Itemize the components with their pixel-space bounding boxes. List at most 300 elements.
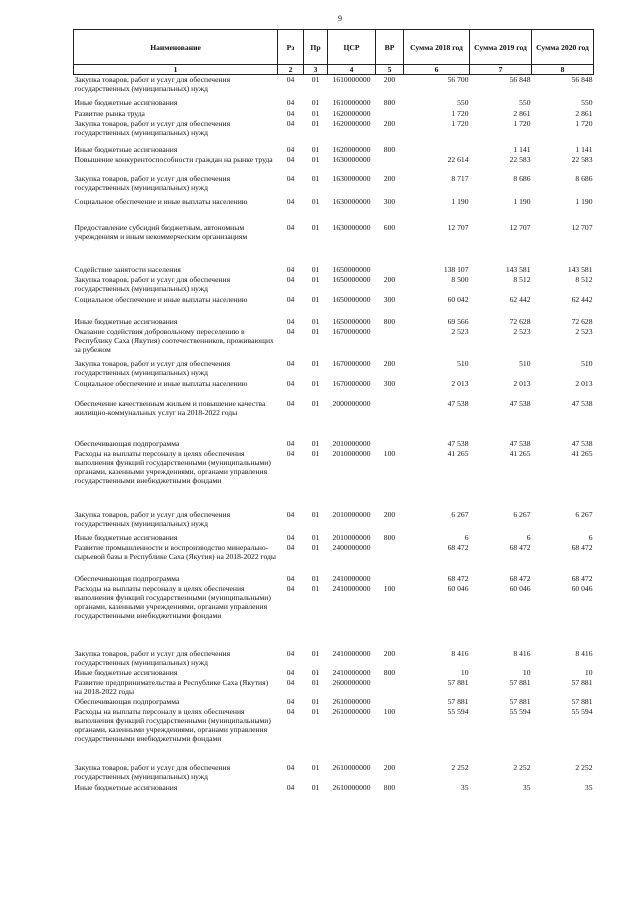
cell-y2019: 6 267 — [513, 509, 531, 519]
cell-pr: 01 — [311, 532, 320, 542]
cell-rz: 04 — [286, 583, 295, 593]
cell-pr: 01 — [311, 173, 320, 183]
cell-y2019: 68 472 — [509, 542, 531, 552]
cell-csr: 1630000000 — [332, 222, 371, 232]
cell-vr: 200 — [383, 648, 396, 658]
cell-vr — [376, 543, 404, 572]
cell-pr: 01 — [311, 326, 320, 336]
cell-csr: 1650000000 — [332, 294, 371, 304]
cell-y2018: 68 472 — [447, 542, 469, 552]
cell-y2019: 12 707 — [509, 222, 531, 232]
cell-name: Закупка товаров, работ и услуг для обеспечения государственных (муниципальных) нужд — [74, 358, 231, 377]
cell-name: Иные бюджетные ассигнования — [74, 316, 178, 326]
table-row — [74, 574, 594, 584]
table-row — [74, 379, 594, 399]
cell-vr: 800 — [383, 144, 396, 154]
cell-rz: 04 — [286, 196, 295, 206]
cell-csr: 1630000000 — [332, 196, 371, 206]
cell-pr: 01 — [311, 677, 320, 687]
cell-vr: 800 — [383, 782, 396, 792]
table-row — [74, 510, 594, 531]
cell-name: Расходы на выплаты персоналу в целях обеспечения выполнения функций государственными (муниципальными) органами, казенными учреждениями, органами управления государственными внебюджетными фондами — [74, 448, 271, 485]
table-row — [74, 697, 594, 707]
cell-pr: 01 — [311, 154, 320, 164]
cell-csr: 1670000000 — [332, 378, 371, 388]
cell-y2019: 1 720 — [513, 118, 531, 128]
cell-name: Закупка товаров, работ и услуг для обеспечения государственных (муниципальных) нужд — [74, 173, 231, 192]
cell-name: Иные бюджетные ассигнования — [74, 144, 178, 154]
cell-pr: 01 — [311, 542, 320, 552]
cell-rz: 04 — [286, 532, 295, 542]
cell-name: Предоставление субсидий бюджетным, автономным учреждениям и иным некоммерческим организациям — [74, 222, 248, 241]
cell-vr: 200 — [383, 173, 396, 183]
cell-y2018: 2 523 — [451, 326, 469, 336]
cell-name: Закупка товаров, работ и услуг для обеспечения государственных (муниципальных) нужд — [74, 509, 231, 528]
cell-vr: 300 — [383, 196, 396, 206]
cell-rz: 04 — [286, 762, 295, 772]
cell-y2018: 57 881 — [447, 677, 469, 687]
cell-rz: 04 — [286, 782, 295, 792]
table-row — [74, 119, 594, 138]
cell-y2019: 8 686 — [513, 173, 531, 183]
cell-pr: 01 — [311, 782, 320, 792]
cell-y2020: 60 046 — [571, 583, 593, 593]
cell-pr: 01 — [311, 358, 320, 368]
cell-rz: 04 — [286, 75, 295, 84]
cell-csr: 1620000000 — [332, 144, 371, 154]
cell-rz: 04 — [286, 696, 295, 706]
cell-rz: 04 — [286, 509, 295, 519]
cell-y2019: 550 — [519, 97, 531, 107]
cell-y2020: 510 — [581, 358, 593, 368]
table-row — [74, 75, 594, 95]
cell-rz: 04 — [286, 326, 295, 336]
cell-csr: 1650000000 — [332, 264, 371, 274]
cell-csr: 2010000000 — [332, 509, 371, 519]
cell-name: Социальное обеспечение и иные выплаты населению — [74, 196, 248, 206]
cell-y2020: 6 267 — [575, 509, 593, 519]
cell-vr — [376, 265, 404, 275]
cell-y2019: 6 — [526, 532, 531, 542]
cell-vr: 800 — [383, 97, 396, 107]
table-row — [74, 359, 594, 379]
cell-pr: 01 — [311, 294, 320, 304]
cell-rz: 04 — [286, 316, 295, 326]
cell-rz: 04 — [286, 667, 295, 677]
column-number: 7 — [470, 65, 532, 75]
cell-y2020: 47 538 — [571, 398, 593, 408]
cell-y2020: 1 720 — [575, 118, 593, 128]
cell-y2019: 60 046 — [509, 583, 531, 593]
cell-csr: 1670000000 — [332, 326, 371, 336]
table-row — [74, 295, 594, 317]
cell-name: Расходы на выплаты персоналу в целях обеспечения выполнения функций государственными (муниципальными) органами, казенными учреждениями, органами управления государственными внебюджетными фондами — [74, 583, 271, 620]
cell-name: Обеспечивающая подпрограмма — [74, 573, 180, 583]
cell-rz: 04 — [286, 97, 295, 107]
cell-vr: 200 — [383, 509, 396, 519]
cell-vr: 100 — [383, 706, 396, 716]
cell-csr: 2610000000 — [332, 762, 371, 772]
cell-name: Обеспечивающая подпрограмма — [74, 438, 180, 448]
cell-name: Иные бюджетные ассигнования — [74, 667, 178, 677]
cell-pr: 01 — [311, 762, 320, 772]
cell-y2018: 510 — [457, 358, 469, 368]
table-row — [74, 155, 594, 174]
cell-y2020: 2 252 — [575, 762, 593, 772]
table-row — [74, 584, 594, 649]
cell-rz: 04 — [286, 222, 295, 232]
cell-y2018: 55 594 — [447, 706, 469, 716]
cell-vr — [376, 109, 404, 119]
cell-y2019: 8 512 — [513, 274, 531, 284]
cell-name: Развитие промышленности и воспроизводство минерально-сырьевой базы в Республике Саха (Якутия) на 2018-2022 годы — [74, 542, 277, 561]
cell-vr — [376, 678, 404, 697]
column-number: 5 — [376, 65, 404, 75]
cell-name: Закупка товаров, работ и услуг для обеспечения государственных (муниципальных) нужд — [74, 118, 231, 137]
cell-y2020: 62 442 — [571, 294, 593, 304]
cell-pr: 01 — [311, 573, 320, 583]
cell-csr: 2410000000 — [332, 667, 371, 677]
cell-y2018: 47 538 — [447, 398, 469, 408]
cell-y2020: 56 848 — [571, 75, 593, 84]
cell-vr: 300 — [383, 378, 396, 388]
cell-csr: 2010000000 — [332, 448, 371, 458]
cell-pr: 01 — [311, 667, 320, 677]
table-header — [74, 30, 594, 75]
table-row — [74, 223, 594, 261]
cell-y2020: 57 881 — [571, 677, 593, 687]
cell-name: Развитие предпринимательства в Республике Саха (Якутия) на 2018-2022 годы — [74, 677, 269, 696]
cell-y2018: 60 046 — [447, 583, 469, 593]
cell-y2019: 47 538 — [509, 438, 531, 448]
cell-pr: 01 — [311, 648, 320, 658]
table-row — [74, 543, 594, 572]
cell-pr: 01 — [311, 583, 320, 593]
column-number: 2 — [278, 65, 304, 75]
cell-csr: 1670000000 — [332, 358, 371, 368]
cell-pr: 01 — [311, 706, 320, 716]
column-number: 4 — [328, 65, 376, 75]
cell-rz: 04 — [286, 264, 295, 274]
cell-y2020: 143 581 — [567, 264, 593, 274]
cell-y2020: 8 416 — [575, 648, 593, 658]
cell-rz: 04 — [286, 448, 295, 458]
cell-y2020: 12 707 — [571, 222, 593, 232]
cell-name: Закупка товаров, работ и услуг для обеспечения государственных (муниципальных) нужд — [74, 274, 231, 293]
cell-vr: 800 — [383, 667, 396, 677]
cell-pr: 01 — [311, 196, 320, 206]
cell-y2019: 22 583 — [509, 154, 531, 164]
cell-pr: 01 — [311, 509, 320, 519]
column-number: 1 — [74, 65, 278, 75]
cell-rz: 04 — [286, 294, 295, 304]
cell-vr — [376, 697, 404, 707]
cell-y2019: 143 581 — [505, 264, 531, 274]
cell-y2018: 8 416 — [451, 648, 469, 658]
table-row — [74, 145, 594, 155]
cell-csr: 1610000000 — [332, 97, 371, 107]
table-row — [74, 275, 594, 295]
cell-csr: 2000000000 — [332, 398, 371, 408]
cell-y2020: 22 583 — [571, 154, 593, 164]
cell-name: Иные бюджетные ассигнования — [74, 782, 178, 792]
cell-y2018: 60 042 — [447, 294, 469, 304]
cell-y2019: 2 013 — [513, 378, 531, 388]
cell-name: Социальное обеспечение и иные выплаты населению — [74, 294, 248, 304]
row-spacer — [74, 138, 594, 145]
cell-y2019: 1 190 — [513, 196, 531, 206]
cell-name: Повышение конкурентоспособности граждан на рынке труда — [74, 154, 273, 164]
cell-rz: 04 — [286, 542, 295, 552]
cell-rz: 04 — [286, 358, 295, 368]
cell-csr: 1650000000 — [332, 274, 371, 284]
cell-pr: 01 — [311, 274, 320, 284]
cell-y2020: 35 — [584, 782, 593, 792]
cell-y2019: 2 861 — [513, 108, 531, 118]
header-2019: Сумма 2019 год — [470, 30, 532, 65]
cell-pr: 01 — [311, 222, 320, 232]
cell-rz: 04 — [286, 144, 295, 154]
cell-y2018 — [404, 145, 470, 155]
cell-name: Социальное обеспечение и иные выплаты населению — [74, 378, 248, 388]
cell-pr: 01 — [311, 316, 320, 326]
page-number: 9 — [338, 14, 342, 23]
cell-pr: 01 — [311, 378, 320, 388]
table-row — [74, 449, 594, 506]
column-number: 3 — [304, 65, 328, 75]
cell-vr — [376, 155, 404, 174]
cell-y2020: 10 — [584, 667, 593, 677]
cell-name: Закупка товаров, работ и услуг для обеспечения государственных (муниципальных) нужд — [74, 762, 231, 781]
cell-rz: 04 — [286, 706, 295, 716]
cell-csr: 2600000000 — [332, 677, 371, 687]
cell-y2020: 2 013 — [575, 378, 593, 388]
cell-y2018: 12 707 — [447, 222, 469, 232]
cell-y2020: 550 — [581, 97, 593, 107]
cell-name: Оказание содействия добровольному переселению в Республику Саха (Якутия) соотечественников, проживающих за рубежом — [74, 326, 274, 354]
cell-rz: 04 — [286, 648, 295, 658]
cell-csr: 2610000000 — [332, 782, 371, 792]
cell-y2020: 2 861 — [575, 108, 593, 118]
cell-name: Иные бюджетные ассигнования — [74, 97, 178, 107]
cell-y2018: 8 500 — [451, 274, 469, 284]
cell-name: Содействие занятости населения — [74, 264, 181, 274]
cell-y2018: 41 265 — [447, 448, 469, 458]
cell-rz: 04 — [286, 677, 295, 687]
table-row — [74, 533, 594, 543]
cell-vr — [376, 439, 404, 449]
cell-y2018: 2 252 — [451, 762, 469, 772]
cell-y2019: 1 141 — [513, 144, 531, 154]
cell-y2018: 1 190 — [451, 196, 469, 206]
cell-csr: 2610000000 — [332, 696, 371, 706]
cell-name: Обеспечивающая подпрограмма — [74, 696, 180, 706]
cell-y2019: 35 — [522, 782, 531, 792]
cell-y2020: 72 628 — [571, 316, 593, 326]
table-row — [74, 707, 594, 763]
cell-pr: 01 — [311, 438, 320, 448]
cell-vr — [376, 399, 404, 437]
cell-y2020: 6 — [588, 532, 593, 542]
cell-y2020: 68 472 — [571, 573, 593, 583]
table-row — [74, 197, 594, 220]
table-row — [74, 317, 594, 327]
header-2020: Сумма 2020 год — [532, 30, 594, 65]
cell-y2020: 47 538 — [571, 438, 593, 448]
cell-csr: 1610000000 — [332, 75, 371, 84]
cell-csr: 1630000000 — [332, 154, 371, 164]
budget-table — [73, 29, 594, 795]
header-csr: ЦСР — [328, 30, 376, 65]
header-name: Наименование — [74, 30, 278, 65]
header-pr: Пр — [304, 30, 328, 65]
cell-rz: 04 — [286, 274, 295, 284]
cell-name: Развитие рынка труда — [74, 108, 145, 118]
cell-csr: 1650000000 — [332, 316, 371, 326]
header-2018: Сумма 2018 год — [404, 30, 470, 65]
cell-y2019: 57 881 — [509, 696, 531, 706]
table-row — [74, 98, 594, 108]
cell-y2019: 62 442 — [509, 294, 531, 304]
cell-name: Закупка товаров, работ и услуг для обеспечения государственных (муниципальных) нужд — [74, 648, 231, 667]
cell-y2020: 41 265 — [571, 448, 593, 458]
cell-pr: 01 — [311, 108, 320, 118]
cell-y2018: 6 267 — [451, 509, 469, 519]
table-row — [74, 649, 594, 668]
cell-csr: 2610000000 — [332, 706, 371, 716]
cell-csr: 1620000000 — [332, 118, 371, 128]
cell-vr: 100 — [383, 448, 396, 458]
cell-y2018: 6 — [464, 532, 469, 542]
cell-pr: 01 — [311, 97, 320, 107]
cell-csr: 2400000000 — [332, 542, 371, 552]
cell-csr: 2410000000 — [332, 583, 371, 593]
cell-vr: 200 — [383, 358, 396, 368]
cell-vr — [376, 327, 404, 357]
cell-y2020: 8 686 — [575, 173, 593, 183]
cell-y2020: 55 594 — [571, 706, 593, 716]
cell-rz: 04 — [286, 398, 295, 408]
cell-rz: 04 — [286, 154, 295, 164]
cell-y2019: 2 252 — [513, 762, 531, 772]
cell-vr: 800 — [383, 316, 396, 326]
cell-pr: 01 — [311, 118, 320, 128]
cell-y2018: 69 566 — [447, 316, 469, 326]
cell-y2018: 10 — [460, 667, 469, 677]
cell-y2019: 57 881 — [509, 677, 531, 687]
cell-y2018: 1 720 — [451, 108, 469, 118]
cell-y2018: 8 717 — [451, 173, 469, 183]
cell-y2019: 41 265 — [509, 448, 531, 458]
cell-vr: 200 — [383, 118, 396, 128]
cell-rz: 04 — [286, 573, 295, 583]
cell-csr: 2410000000 — [332, 573, 371, 583]
cell-y2020: 1 190 — [575, 196, 593, 206]
cell-pr: 01 — [311, 696, 320, 706]
cell-rz: 04 — [286, 108, 295, 118]
cell-name: Иные бюджетные ассигнования — [74, 532, 178, 542]
cell-vr: 200 — [383, 75, 396, 84]
cell-vr: 300 — [383, 294, 396, 304]
cell-y2020: 8 512 — [575, 274, 593, 284]
header-rz: Рз — [278, 30, 304, 65]
cell-name: Закупка товаров, работ и услуг для обеспечения государственных (муниципальных) нужд — [74, 75, 231, 93]
cell-csr: 2410000000 — [332, 648, 371, 658]
cell-y2018: 56 700 — [447, 75, 469, 84]
cell-rz: 04 — [286, 378, 295, 388]
cell-pr: 01 — [311, 144, 320, 154]
cell-vr: 200 — [383, 274, 396, 284]
cell-vr: 100 — [383, 583, 396, 593]
cell-y2018: 2 013 — [451, 378, 469, 388]
cell-y2018: 1 720 — [451, 118, 469, 128]
cell-vr — [376, 574, 404, 584]
table-row — [74, 668, 594, 678]
cell-rz: 04 — [286, 438, 295, 448]
cell-csr: 2010000000 — [332, 532, 371, 542]
table-row — [74, 678, 594, 697]
table-row — [74, 265, 594, 275]
cell-vr: 800 — [383, 532, 396, 542]
cell-pr: 01 — [311, 264, 320, 274]
cell-y2018: 35 — [460, 782, 469, 792]
cell-vr: 200 — [383, 762, 396, 772]
cell-pr: 01 — [311, 398, 320, 408]
cell-y2018: 57 881 — [447, 696, 469, 706]
table-row — [74, 439, 594, 449]
cell-y2019: 2 523 — [513, 326, 531, 336]
table-body — [74, 75, 594, 795]
table-row — [74, 327, 594, 357]
cell-pr: 01 — [311, 448, 320, 458]
cell-y2019: 56 848 — [509, 75, 531, 84]
cell-y2019: 8 416 — [513, 648, 531, 658]
cell-y2018: 550 — [457, 97, 469, 107]
column-number: 8 — [532, 65, 594, 75]
cell-y2018: 47 538 — [447, 438, 469, 448]
cell-y2020: 1 141 — [575, 144, 593, 154]
cell-y2019: 47 538 — [509, 398, 531, 408]
table-row — [74, 763, 594, 783]
cell-y2019: 55 594 — [509, 706, 531, 716]
cell-csr: 1620000000 — [332, 108, 371, 118]
table-row — [74, 109, 594, 119]
cell-y2019: 510 — [519, 358, 531, 368]
cell-y2020: 68 472 — [571, 542, 593, 552]
column-number-row — [74, 65, 594, 75]
table-row — [74, 399, 594, 437]
cell-rz: 04 — [286, 118, 295, 128]
cell-y2019: 72 628 — [509, 316, 531, 326]
cell-y2019: 68 472 — [509, 573, 531, 583]
table-row — [74, 783, 594, 795]
cell-y2018: 68 472 — [447, 573, 469, 583]
cell-y2020: 2 523 — [575, 326, 593, 336]
cell-y2019: 10 — [522, 667, 531, 677]
cell-pr: 01 — [311, 75, 320, 84]
cell-y2020: 57 881 — [571, 696, 593, 706]
column-number: 6 — [404, 65, 470, 75]
cell-csr: 1630000000 — [332, 173, 371, 183]
cell-name: Расходы на выплаты персоналу в целях обеспечения выполнения функций государственными (муниципальными) органами, казенными учреждениями, органами управления государственными внебюджетными фондами — [74, 706, 271, 743]
cell-y2018: 22 614 — [447, 154, 469, 164]
cell-name: Обеспечение качественным жильем и повышение качества жилищно-коммунальных услуг на 2018-2022 годы — [74, 398, 266, 417]
table-row — [74, 174, 594, 197]
cell-y2018: 138 107 — [443, 264, 469, 274]
cell-rz: 04 — [286, 173, 295, 183]
cell-csr: 2010000000 — [332, 438, 371, 448]
header-vr: ВР — [376, 30, 404, 65]
